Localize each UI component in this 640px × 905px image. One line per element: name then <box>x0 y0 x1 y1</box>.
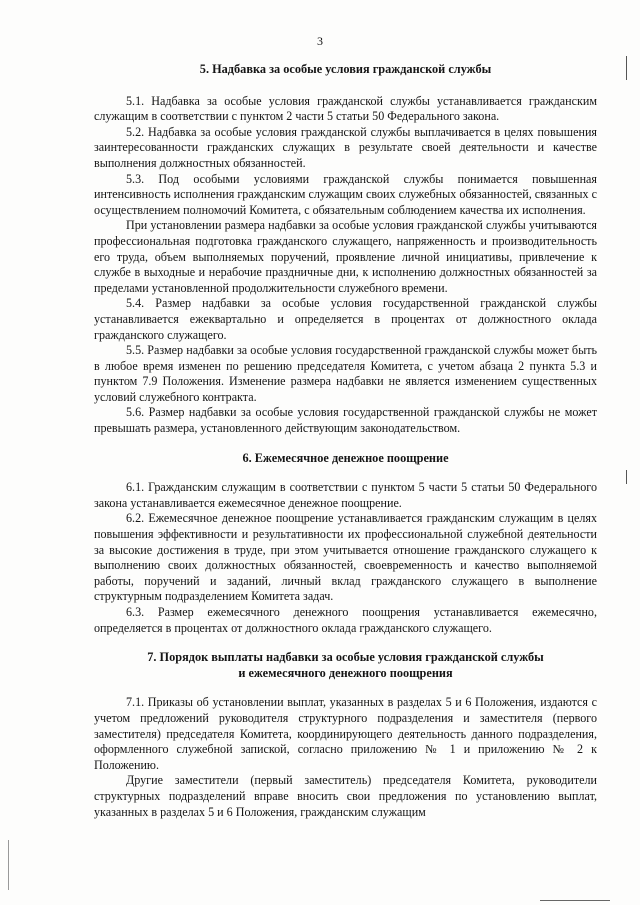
paragraph-5-1: 5.1. Надбавка за особые условия гражданской службы устанавливается гражданским служащим в соответствии с пунктом 2 части 5 статьи 50 Федерального закона. <box>94 93 597 124</box>
paragraph-5-4: 5.4. Размер надбавки за особые условия государственной гражданской службы устанавливается ежеквартально и определяется в процентах от должностного оклада гражданского служащего. <box>94 296 597 342</box>
scan-artifact <box>8 840 9 890</box>
paragraph-5-3-2: При установлении размера надбавки за особые условия гражданской службы учитываются профессиональная подготовка гражданского служащего, напряженность и производительность его труда, объем выполняемых поручений, проявление личной инициативы, привлечение к службе в выходные и нерабочие праздничные дни, к исполнению должностных обязанностей за пределами установленной продолжительности служебного времени. <box>94 218 597 295</box>
paragraph-5-5: 5.5. Размер надбавки за особые условия государственной гражданской службы может быть в любое время изменен по решению председателя Комитета, с учетом абзаца 2 пункта 5.3 и пунктом 7.9 Положения. Изменение размера надбавки не является изменением существенных условий служебного контракта. <box>94 343 597 404</box>
section-7-heading-line-2: и ежемесячного денежного поощрения <box>238 665 453 680</box>
section-7-heading <box>94 650 597 681</box>
section-7-heading-line-1: 7. Порядок выплаты надбавки за особые условия гражданской службы <box>147 650 544 665</box>
scan-artifact <box>540 900 610 901</box>
page-number: 3 <box>317 34 323 48</box>
paragraph-6-2: 6.2. Ежемесячное денежное поощрение устанавливается гражданским служащим в целях повышения эффективности и результативности их профессиональной служебной деятельности за высокие достижения в труде, при этом учитывается отношение гражданского служащего к выполнению своих должностных обязанностей, своевременность и качество выполняемой работы, поручений и заданий, личный вклад гражданского служащего в выполнение структурным подразделением Комитета задач. <box>94 511 597 604</box>
paragraph-7-1: 7.1. Приказы об установлении выплат, указанных в разделах 5 и 6 Положения, издаются с учетом предложений руководителя структурного подразделения и заместителя (первого заместителя) председателя Комитета, координирующего деятельность данного подразделения, оформленного служебной запиской, согласно приложению № 1 и приложению № 2 к Положению. <box>94 695 597 772</box>
paragraph-5-6: 5.6. Размер надбавки за особые условия государственной гражданской службы не может превышать размера, установленного действующим законодательством. <box>94 405 597 436</box>
section-5-heading: 5. Надбавка за особые условия гражданской службы <box>199 62 492 76</box>
paragraph-5-2: 5.2. Надбавка за особые условия гражданской службы выплачивается в целях повышения заинтересованности гражданских служащих в результате своей деятельности и качестве выполнения должностных обязанностей. <box>94 124 597 170</box>
margin-mark <box>626 470 627 484</box>
paragraph-6-1: 6.1. Гражданским служащим в соответствии с пунктом 5 части 5 статьи 50 Федерального закона устанавливается ежемесячное денежное поощрение. <box>94 480 597 510</box>
margin-mark <box>626 56 627 80</box>
section-6-heading: 6. Ежемесячное денежное поощрение <box>242 450 449 465</box>
paragraph-6-3: 6.3. Размер ежемесячного денежного поощрения устанавливается ежемесячно, определяется в процентах от должностного оклада гражданского служащего. <box>94 605 597 635</box>
paragraph-7-1-2: Другие заместители (первый заместитель) председателя Комитета, руководители структурных подразделений вправе вносить свои предложения по установлению выплат, указанных в разделах 5 и 6 Положения, гражданским служащим <box>94 773 597 819</box>
paragraph-5-3: 5.3. Под особыми условиями гражданской службы понимается повышенная интенсивность исполнения гражданским служащим своих служебных обязанностей, связанных с осуществлением полномочий Комитета, с обязательным соблюдением качества их исполнения. <box>94 171 597 217</box>
document-body <box>94 62 597 820</box>
